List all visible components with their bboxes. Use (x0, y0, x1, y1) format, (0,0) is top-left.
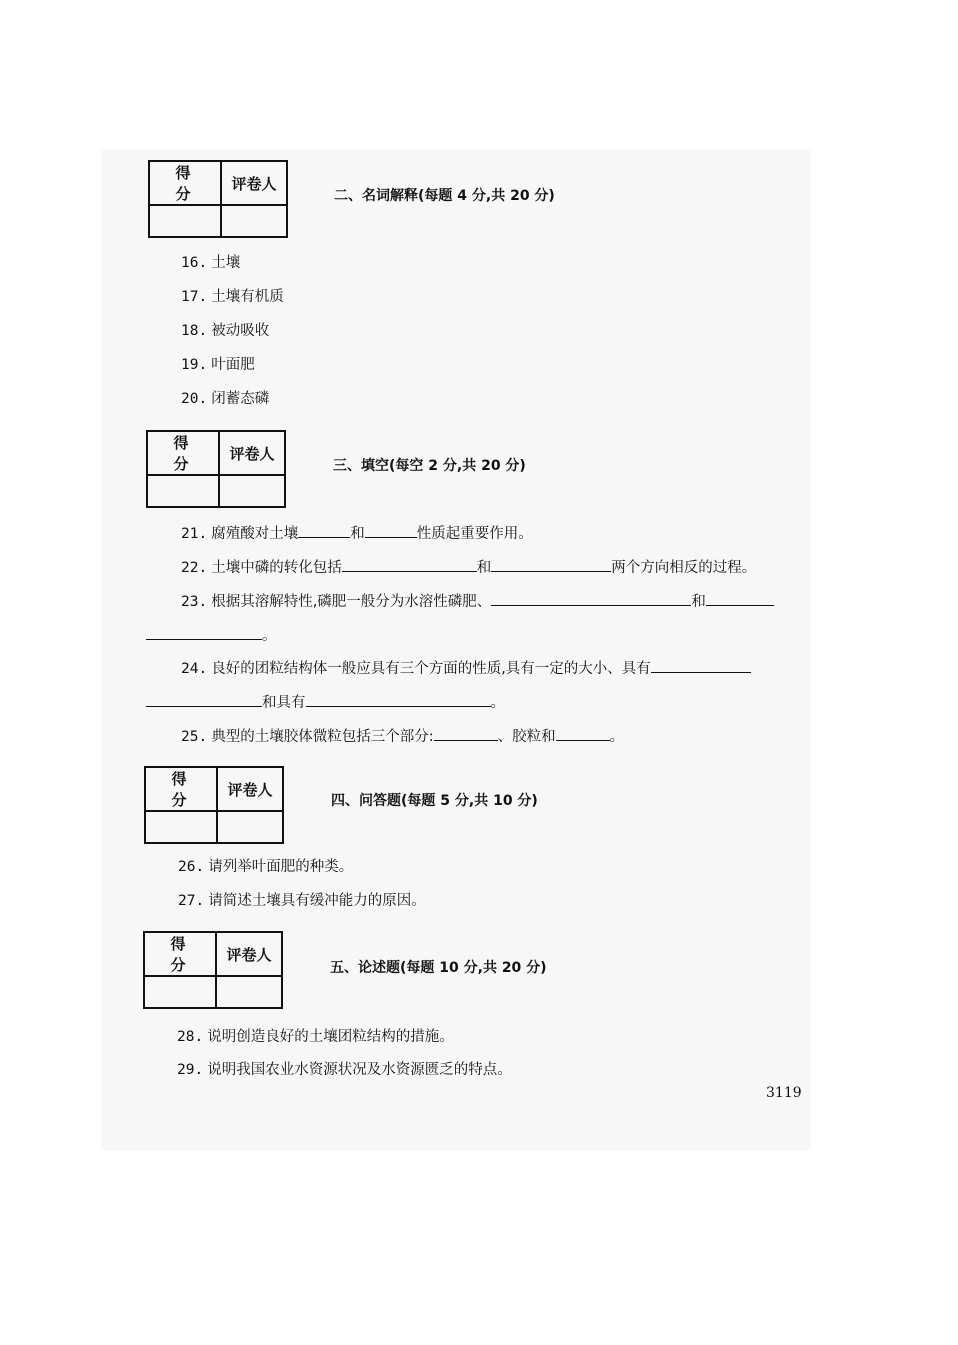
answer-blank[interactable] (491, 591, 691, 606)
grader-label: 评卷人 (217, 767, 283, 811)
question-text: 闭蓄态磷 (211, 391, 270, 407)
answer-blank[interactable] (146, 692, 262, 707)
question-text-2: 和 (691, 594, 706, 610)
question-number: 24. (181, 661, 208, 677)
score-cell (144, 976, 216, 1008)
score-label: 得 分 (149, 161, 221, 205)
question-text-1: 土壤中磷的转化包括 (211, 560, 342, 576)
question-23 (181, 590, 774, 611)
section-5-title: 五、论述题(每题 10 分,共 20 分) (330, 960, 547, 976)
grader-label: 评卷人 (221, 161, 287, 205)
question-text-1: 腐殖酸对土壤 (211, 526, 299, 542)
question-29 (177, 1058, 512, 1079)
question-text-2: 和 (476, 560, 492, 576)
question-number: 17. (181, 289, 208, 305)
question-20 (181, 387, 269, 408)
grader-cell (216, 976, 282, 1008)
question-number: 29. (177, 1062, 204, 1078)
question-text: 说明创造良好的土壤团粒结构的措施。 (207, 1029, 454, 1045)
question-text-3: 两个方向相反的过程。 (611, 560, 757, 576)
question-text-3: 。 (490, 695, 505, 711)
question-number: 22. (181, 560, 208, 576)
score-label: 得 分 (147, 431, 219, 475)
question-22 (181, 556, 756, 577)
question-text: 请简述土壤具有缓冲能力的原因。 (208, 893, 426, 909)
answer-blank[interactable] (146, 625, 262, 640)
score-label: 得 分 (144, 932, 216, 976)
question-18 (181, 319, 269, 340)
question-17 (181, 285, 284, 306)
section-3-title: 三、填空(每空 2 分,共 20 分) (333, 458, 526, 474)
question-text-2: 、胶粒和 (497, 729, 556, 745)
question-text-1: 良好的团粒结构体一般应具有三个方面的性质,具有一定的大小、具有 (211, 661, 651, 677)
question-number: 27. (178, 893, 205, 909)
score-box-section-3 (146, 430, 286, 508)
question-24-continued (146, 691, 505, 712)
page-number: 3119 (766, 1085, 802, 1101)
grader-label: 评卷人 (216, 932, 282, 976)
question-text: 说明我国农业水资源状况及水资源匮乏的特点。 (207, 1062, 512, 1078)
question-number: 23. (181, 594, 208, 610)
answer-blank[interactable] (342, 557, 477, 572)
section-2-title: 二、名词解释(每题 4 分,共 20 分) (334, 188, 555, 204)
answer-blank[interactable] (434, 726, 498, 741)
question-16 (181, 251, 240, 272)
question-25 (181, 725, 624, 746)
question-23-continued (146, 624, 277, 645)
answer-blank[interactable] (491, 557, 611, 572)
score-cell (149, 205, 221, 237)
answer-blank[interactable] (298, 523, 350, 538)
question-text-3: 。 (262, 628, 277, 644)
score-label: 得 分 (145, 767, 217, 811)
grader-cell (221, 205, 287, 237)
answer-blank[interactable] (651, 658, 751, 673)
question-28 (177, 1025, 454, 1046)
question-text: 被动吸收 (211, 323, 270, 339)
question-text: 土壤有机质 (211, 289, 284, 305)
question-number: 21. (181, 526, 208, 542)
section-4-title: 四、问答题(每题 5 分,共 10 分) (331, 793, 538, 809)
answer-blank[interactable] (706, 591, 774, 606)
question-text-3: 。 (609, 729, 625, 745)
answer-blank[interactable] (306, 692, 491, 707)
score-box-section-5 (143, 931, 283, 1009)
score-box-section-2 (148, 160, 288, 238)
question-27 (178, 889, 426, 910)
score-cell (147, 475, 219, 507)
question-text: 请列举叶面肥的种类。 (208, 859, 354, 875)
score-cell (145, 811, 217, 843)
question-number: 26. (178, 859, 205, 875)
question-text-2: 和具有 (262, 695, 306, 711)
question-text-2: 和 (350, 526, 365, 542)
question-text-1: 根据其溶解特性,磷肥一般分为水溶性磷肥、 (211, 594, 492, 610)
answer-blank[interactable] (556, 726, 610, 741)
question-number: 18. (181, 323, 208, 339)
question-text-1: 典型的土壤胶体微粒包括三个部分: (211, 729, 434, 745)
question-number: 25. (181, 729, 208, 745)
question-24 (181, 657, 751, 678)
question-text-3: 性质起重要作用。 (416, 526, 533, 542)
question-21 (181, 522, 533, 543)
question-text: 叶面肥 (211, 357, 255, 373)
question-number: 16. (181, 255, 208, 271)
grader-cell (219, 475, 285, 507)
question-19 (181, 353, 255, 374)
score-box-section-4 (144, 766, 284, 844)
question-26 (178, 855, 353, 876)
question-number: 20. (181, 391, 208, 407)
question-number: 19. (181, 357, 208, 373)
grader-label: 评卷人 (219, 431, 285, 475)
answer-blank[interactable] (365, 523, 417, 538)
grader-cell (217, 811, 283, 843)
question-number: 28. (177, 1029, 204, 1045)
question-text: 土壤 (211, 255, 241, 271)
